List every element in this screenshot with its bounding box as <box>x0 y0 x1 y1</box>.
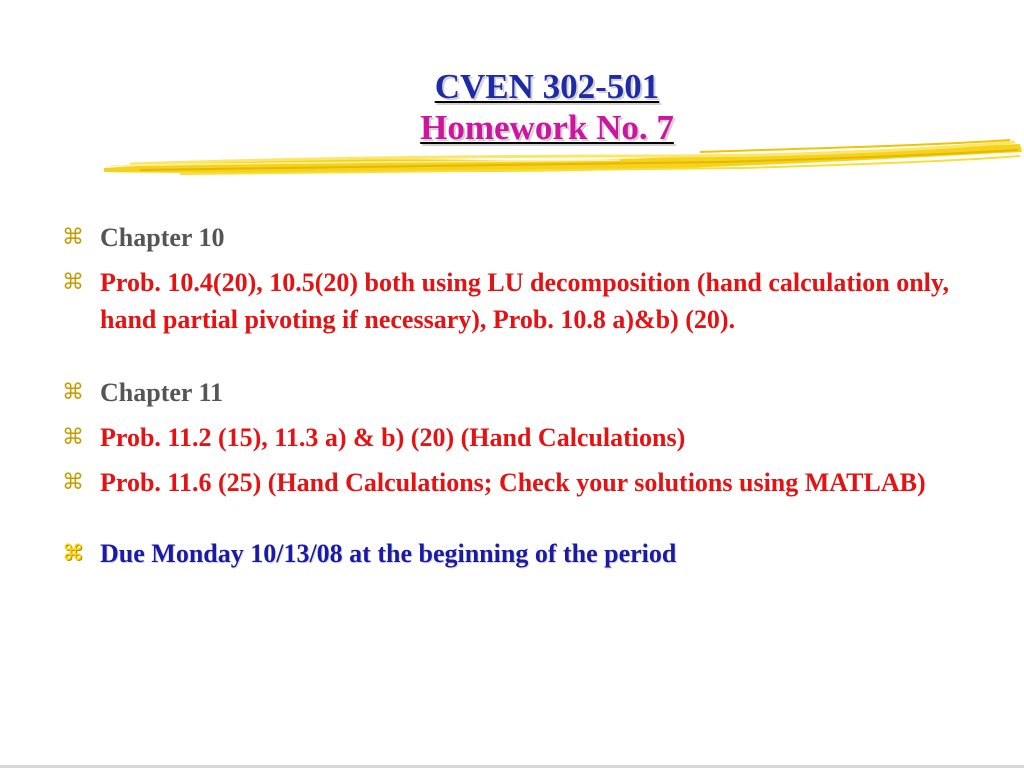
bullet-list <box>62 219 982 572</box>
item-text: Prob. 10.4(20), 10.5(20) both using LU decomposition (hand calculation only, hand partial pivoting if necessary), Prob. 10.8 a)&b) (20). <box>100 268 949 334</box>
list-item <box>62 535 982 572</box>
item-text: Chapter 11 <box>100 378 224 407</box>
list-item <box>62 374 982 411</box>
item-text: Chapter 10 <box>100 223 225 252</box>
spacer <box>62 501 982 535</box>
command-bullet-icon: ⌘ <box>62 225 84 250</box>
command-bullet-icon: ⌘ <box>62 380 84 405</box>
item-text: Due Monday 10/13/08 at the beginning of the period <box>100 539 677 568</box>
list-item <box>62 464 982 501</box>
homework-title: Homework No. 7 <box>420 108 674 147</box>
command-bullet-icon: ⌘ <box>62 425 84 450</box>
item-text: Prob. 11.2 (15), 11.3 a) & b) (20) (Hand Calculations) <box>100 423 686 452</box>
course-title: CVEN 302-501 <box>434 67 660 106</box>
command-bullet-icon: ⌘ <box>62 541 84 566</box>
command-bullet-icon: ⌘ <box>62 470 84 495</box>
spacer <box>62 338 982 374</box>
list-item <box>62 264 982 338</box>
list-item <box>62 219 982 256</box>
list-item <box>62 419 982 456</box>
yellow-brush-stroke <box>100 138 1024 184</box>
item-text: Prob. 11.6 (25) (Hand Calculations; Check your solutions using MATLAB) <box>100 468 926 497</box>
command-bullet-icon: ⌘ <box>62 270 84 295</box>
slide-title <box>0 66 1024 148</box>
